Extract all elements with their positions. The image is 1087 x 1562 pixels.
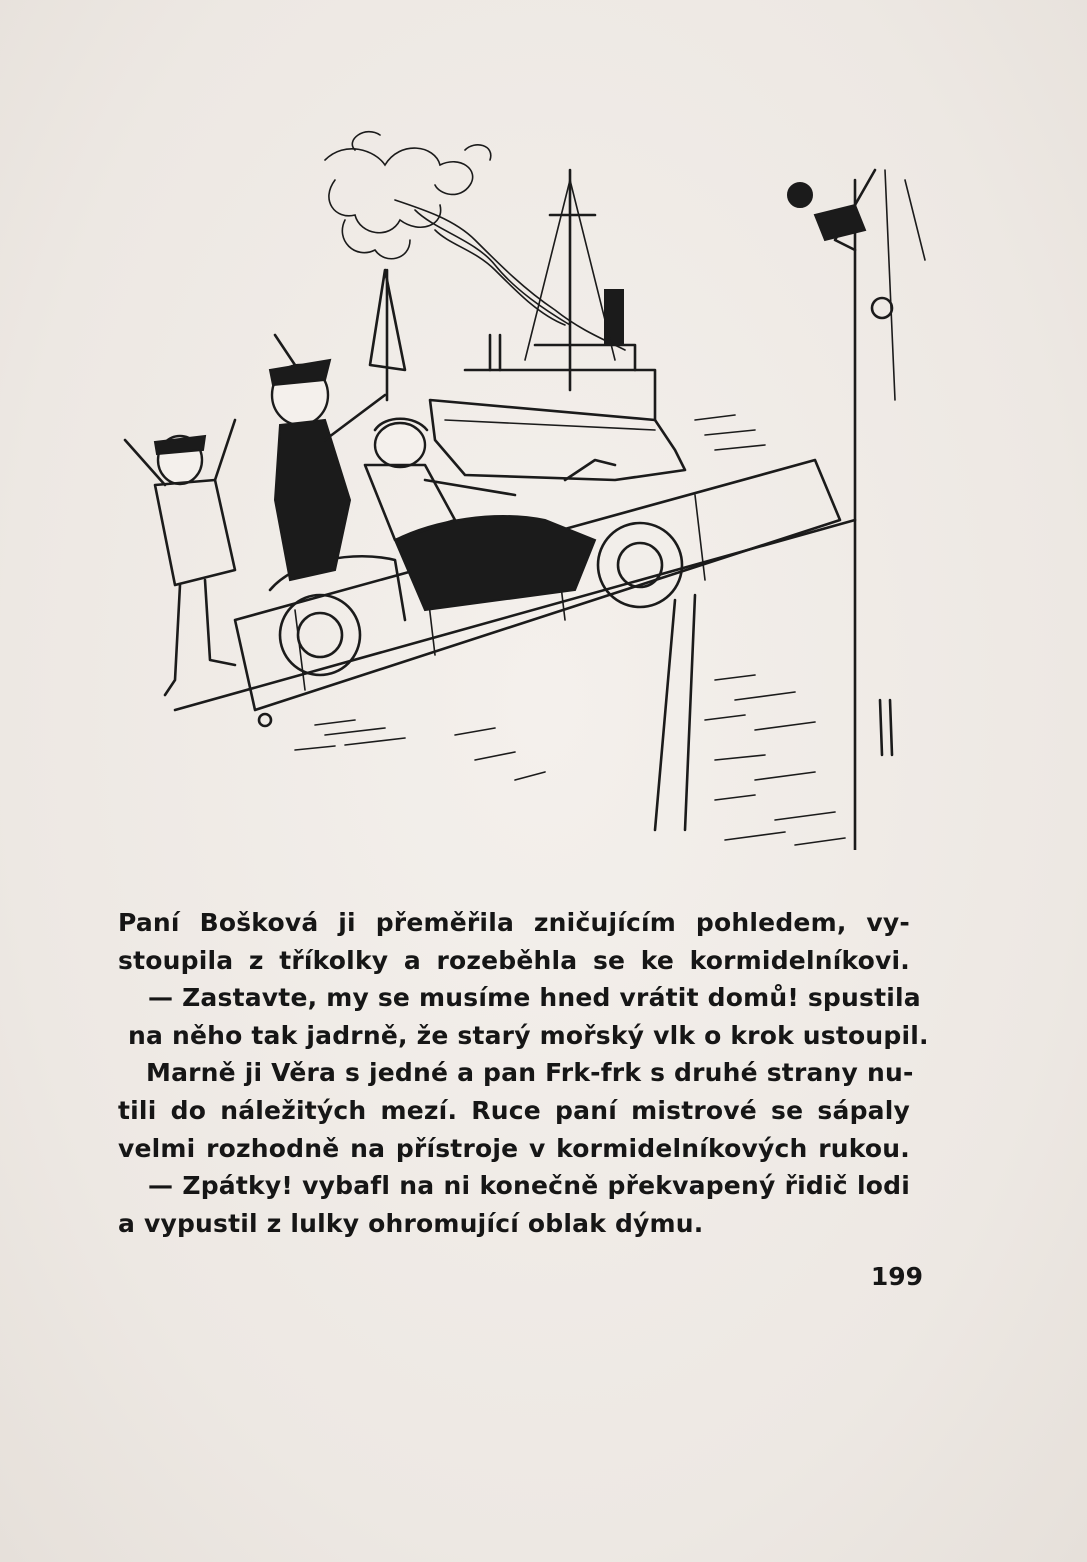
page-number: 199 — [870, 1262, 923, 1291]
text-line: na něho tak jadrně, že starý mořský vlk o krok ustoupil. — [128, 1020, 929, 1050]
text-line: — Zpátky! vybafl na ni konečně překvapený řidič lodi — [148, 1171, 910, 1201]
text-line: — Zastavte, my se musíme hned vrátit domů! spustila — [148, 983, 921, 1013]
text-line: stoupila z tříkolky a rozeběhla se ke kormidelníkovi. — [118, 945, 910, 975]
text-line: Paní Bošková ji přeměřila zničujícím pohledem, vy- — [118, 908, 910, 937]
text-line: a vypustil z lulky ohromující oblak dýmu. — [118, 1208, 704, 1238]
illustration-ship-gangway — [95, 120, 945, 850]
text-line: velmi rozhodně na přístroje v kormidelníkových rukou. — [118, 1133, 910, 1163]
text-line: tili do náležitých mezí. Ruce paní mistrové se sápaly — [118, 1095, 910, 1125]
ship — [430, 170, 685, 480]
smoke-cloud — [325, 132, 625, 350]
body-text — [118, 904, 929, 1242]
hull-side — [788, 170, 925, 850]
text-line: Marně ji Věra s jedné a pan Frk-frk s druhé strany nu- — [146, 1058, 914, 1088]
